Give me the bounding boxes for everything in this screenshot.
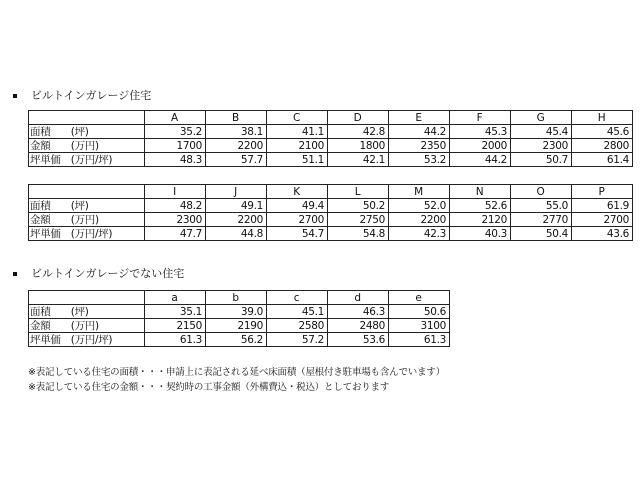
column-header: L [328, 185, 389, 199]
cell: 56.2 [206, 333, 267, 347]
cell: 3100 [389, 319, 450, 333]
table-row-price [29, 319, 450, 333]
column-header: b [206, 291, 267, 305]
column-header: O [511, 185, 572, 199]
column-header: E [389, 111, 450, 125]
table-row-price [29, 139, 633, 153]
builtin-garage-table-1 [28, 110, 633, 167]
cell: 52.6 [450, 199, 511, 213]
cell: 2200 [206, 139, 267, 153]
column-header: C [267, 111, 328, 125]
cell: 49.4 [267, 199, 328, 213]
cell: 2150 [145, 319, 206, 333]
row-label: 坪単価 (万円/坪) [29, 333, 145, 347]
row-label: 坪単価 (万円/坪) [29, 153, 145, 167]
column-header: D [328, 111, 389, 125]
cell: 2700 [572, 213, 633, 227]
cell: 2300 [511, 139, 572, 153]
cell: 52.0 [389, 199, 450, 213]
cell: 38.1 [206, 125, 267, 139]
cell: 48.3 [145, 153, 206, 167]
row-label: 金額 (万円) [29, 139, 145, 153]
cell: 2700 [267, 213, 328, 227]
corner-cell [29, 185, 145, 199]
footnotes [28, 366, 445, 395]
cell: 61.9 [572, 199, 633, 213]
cell: 61.3 [145, 333, 206, 347]
row-label: 面積 (坪) [29, 305, 145, 319]
column-header: B [206, 111, 267, 125]
cell: 49.1 [206, 199, 267, 213]
cell: 57.7 [206, 153, 267, 167]
section-heading-non-garage [13, 267, 184, 281]
column-header: A [145, 111, 206, 125]
footnote-price: ※表記している住宅の金額・・・契約時の工事金額（外構費込・税込）としております [28, 381, 390, 393]
cell: 51.1 [267, 153, 328, 167]
table-row-area [29, 199, 633, 213]
table-row-price [29, 213, 633, 227]
cell: 44.2 [450, 153, 511, 167]
cell: 2480 [328, 319, 389, 333]
row-label: 面積 (坪) [29, 125, 145, 139]
cell: 45.3 [450, 125, 511, 139]
cell: 35.1 [145, 305, 206, 319]
cell: 2100 [267, 139, 328, 153]
cell: 43.6 [572, 227, 633, 241]
section-title: ビルトインガレージでない住宅 [31, 267, 185, 280]
cell: 41.1 [267, 125, 328, 139]
cell: 45.6 [572, 125, 633, 139]
cell: 35.2 [145, 125, 206, 139]
cell: 50.2 [328, 199, 389, 213]
cell: 2000 [450, 139, 511, 153]
table-header-row [29, 291, 450, 305]
section-title: ビルトインガレージ住宅 [31, 89, 152, 102]
cell: 2350 [389, 139, 450, 153]
cell: 44.8 [206, 227, 267, 241]
cell: 2190 [206, 319, 267, 333]
column-header: N [450, 185, 511, 199]
cell: 53.2 [389, 153, 450, 167]
column-header: d [328, 291, 389, 305]
cell: 57.2 [267, 333, 328, 347]
cell: 45.1 [267, 305, 328, 319]
column-header: P [572, 185, 633, 199]
cell: 2750 [328, 213, 389, 227]
column-header: G [511, 111, 572, 125]
corner-cell [29, 111, 145, 125]
bullet-icon [13, 272, 17, 276]
cell: 55.0 [511, 199, 572, 213]
row-label: 金額 (万円) [29, 319, 145, 333]
builtin-garage-table-2 [28, 184, 633, 241]
column-header: M [389, 185, 450, 199]
column-header: e [389, 291, 450, 305]
section-heading-builtin-garage [13, 89, 151, 103]
column-header: H [572, 111, 633, 125]
cell: 2120 [450, 213, 511, 227]
cell: 50.7 [511, 153, 572, 167]
footnote-area: ※表記している住宅の面積・・・申請上に表記される延べ床面積（屋根付き駐車場も含んでいます） [28, 367, 445, 378]
cell: 2800 [572, 139, 633, 153]
corner-cell [29, 291, 145, 305]
cell: 46.3 [328, 305, 389, 319]
cell: 1700 [145, 139, 206, 153]
column-header: c [267, 291, 328, 305]
cell: 42.8 [328, 125, 389, 139]
cell: 48.2 [145, 199, 206, 213]
cell: 44.2 [389, 125, 450, 139]
column-header: a [145, 291, 206, 305]
table-row-unit-price [29, 227, 633, 241]
table-row-unit-price [29, 333, 450, 347]
column-header: F [450, 111, 511, 125]
cell: 2300 [145, 213, 206, 227]
table-header-row [29, 111, 633, 125]
cell: 2200 [389, 213, 450, 227]
table-header-row [29, 185, 633, 199]
cell: 2200 [206, 213, 267, 227]
cell: 54.8 [328, 227, 389, 241]
cell: 39.0 [206, 305, 267, 319]
cell: 47.7 [145, 227, 206, 241]
row-label: 面積 (坪) [29, 199, 145, 213]
table-row-area [29, 305, 450, 319]
cell: 1800 [328, 139, 389, 153]
table-row-unit-price [29, 153, 633, 167]
cell: 2580 [267, 319, 328, 333]
column-header: K [267, 185, 328, 199]
cell: 61.3 [389, 333, 450, 347]
cell: 2770 [511, 213, 572, 227]
column-header: I [145, 185, 206, 199]
table-row-area [29, 125, 633, 139]
cell: 61.4 [572, 153, 633, 167]
column-header: J [206, 185, 267, 199]
cell: 45.4 [511, 125, 572, 139]
row-label: 金額 (万円) [29, 213, 145, 227]
cell: 53.6 [328, 333, 389, 347]
cell: 50.4 [511, 227, 572, 241]
row-label: 坪単価 (万円/坪) [29, 227, 145, 241]
cell: 42.3 [389, 227, 450, 241]
cell: 54.7 [267, 227, 328, 241]
cell: 42.1 [328, 153, 389, 167]
cell: 40.3 [450, 227, 511, 241]
bullet-icon [13, 94, 17, 98]
non-garage-table [28, 290, 450, 347]
cell: 50.6 [389, 305, 450, 319]
